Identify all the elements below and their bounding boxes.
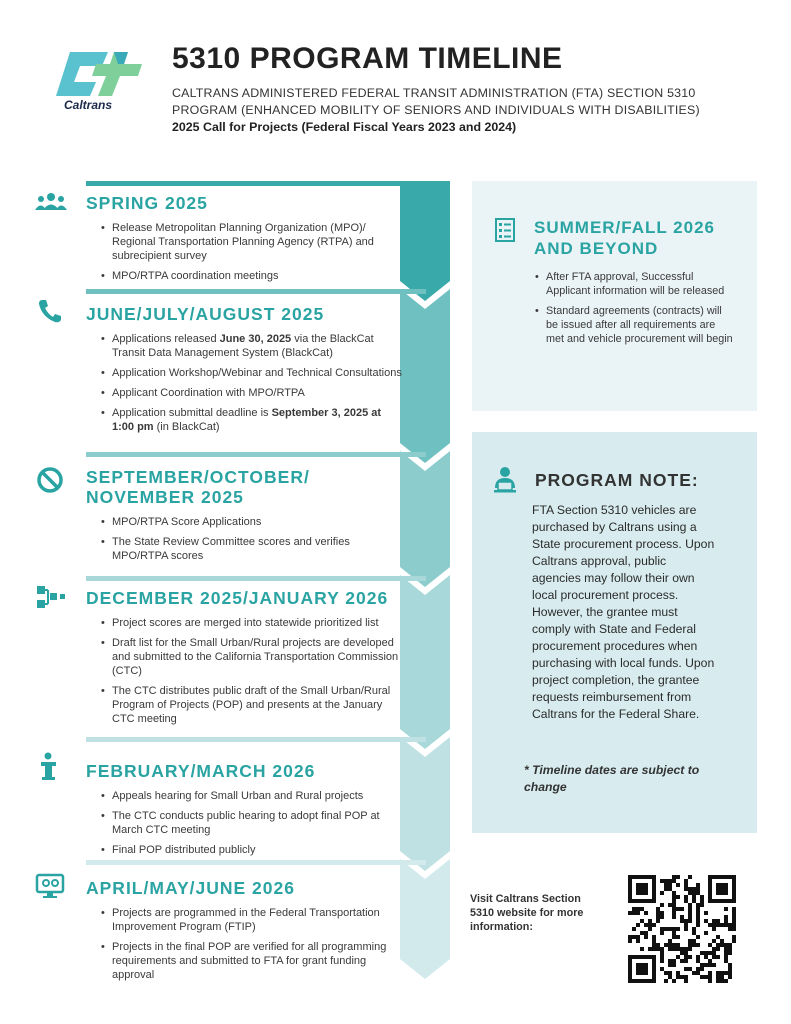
timeline-disclaimer: * Timeline dates are subject to change <box>524 763 700 794</box>
section-spring-2025 <box>78 193 406 289</box>
section-title: DECEMBER 2025/JANUARY 2026 <box>86 588 389 608</box>
section-title: APRIL/MAY/JUNE 2026 <box>86 878 295 898</box>
list-item: • After FTA approval, Successful Applicant information will be released <box>536 270 736 298</box>
no-entry-icon <box>34 466 68 494</box>
item-text: via the BlackCat Transit Data Management System (BlackCat) <box>112 333 374 359</box>
logo-wordmark: Caltrans <box>64 98 113 112</box>
program-note-text: FTA Section 5310 vehicles are purchased by Caltrans using a State procurement process. Upon Caltrans approval, public agencies may follow their own local procurement process. However, the grantee must comply with State and Federal procurement procedures when purchasing with local funds. Upon project completion, the grantee requests reimbursement from Caltrans for the Federal Share. <box>532 503 715 721</box>
section-june-july-august-2025 <box>78 304 406 440</box>
section-dec-2025-jan-2026 <box>78 588 406 732</box>
section-title: JUNE/JULY/AUGUST 2025 <box>86 304 325 324</box>
item-bold: September 3, 2025 at 1:00 pm <box>112 407 382 433</box>
section-title: SEPTEMBER/OCTOBER/ NOVEMBER 2025 <box>86 467 310 507</box>
list-item: • Projects in the final POP are verified for all programming requirements and submitted to FTA for grant funding approval <box>102 940 406 982</box>
section-sep-oct-nov-2025 <box>78 467 406 569</box>
subtitle-line-2: PROGRAM (ENHANCED MOBILITY OF SENIORS AND INDIVIDUALS WITH DISABILITIES) <box>172 103 700 117</box>
item-list <box>102 332 406 434</box>
list-item: • Final POP distributed publicly <box>102 843 406 857</box>
list-item: • Standard agreements (contracts) will be issued after all requirements are met and vehicle procurement will begin <box>536 304 736 346</box>
list-item: • Applicant Coordination with MPO/RTPA <box>102 386 406 400</box>
item-list <box>102 515 406 563</box>
list-item <box>102 332 406 360</box>
section-bar-5 <box>86 737 426 742</box>
call-for-projects: 2025 Call for Projects (Federal Fiscal Years 2023 and 2024) <box>172 120 517 134</box>
item-text: Applications released <box>112 333 220 345</box>
item-list <box>102 221 406 283</box>
list-item: • MPO/RTPA coordination meetings <box>102 269 406 283</box>
item-list <box>102 616 406 726</box>
page-subtitle <box>172 85 762 119</box>
section-bar-3 <box>86 452 426 457</box>
list-item: • Appeals hearing for Small Urban and Rural projects <box>102 789 406 803</box>
subtitle-line-1: CALTRANS ADMINISTERED FEDERAL TRANSIT ADMINISTRATION (FTA) SECTION 5310 <box>172 86 696 100</box>
list-item: • Project scores are merged into statewide prioritized list <box>102 616 406 630</box>
person-laptop-icon <box>492 466 518 494</box>
item-text: (in BlackCat) <box>153 421 220 433</box>
list-item: • Application Workshop/Webinar and Technical Consultations <box>102 366 406 380</box>
podium-speaker-icon <box>34 752 68 780</box>
list-item: • MPO/RTPA Score Applications <box>102 515 406 529</box>
item-list <box>102 789 406 857</box>
monitor-settings-icon <box>34 872 68 900</box>
section-title: SPRING 2025 <box>86 193 208 213</box>
section-bar-2 <box>86 289 426 294</box>
list-item: • The State Review Committee scores and verifies MPO/RTPA scores <box>102 535 406 563</box>
summer-fall-title: SUMMER/FALL 2026 AND BEYOND <box>534 218 716 258</box>
item-bold: June 30, 2025 <box>219 333 292 345</box>
phone-icon <box>34 297 68 325</box>
visit-website-text: Visit Caltrans Section 5310 website for more information: <box>470 893 584 933</box>
hierarchy-icon <box>34 583 68 611</box>
section-feb-mar-2026 <box>78 761 406 863</box>
section-title: FEBRUARY/MARCH 2026 <box>86 761 316 781</box>
page-title: 5310 PROGRAM TIMELINE <box>172 42 563 75</box>
list-item: • The CTC distributes public draft of the Small Urban/Rural Program of Projects (POP) and presents at the January CTC meeting <box>102 684 406 726</box>
list-item: • Draft list for the Small Urban/Rural projects are developed and submitted to the California Transportation Commission (CTC) <box>102 636 406 678</box>
section-apr-may-jun-2026 <box>78 878 406 988</box>
summer-fall-list <box>536 270 736 352</box>
group-icon <box>34 188 68 216</box>
list-item: • The CTC conducts public hearing to adopt final POP at March CTC meeting <box>102 809 406 837</box>
section-bar-4 <box>86 576 426 581</box>
checklist-icon <box>494 217 516 243</box>
program-note-title: PROGRAM NOTE: <box>535 470 699 490</box>
item-list <box>102 906 406 982</box>
list-item: • Projects are programmed in the Federal Transportation Improvement Program (FTIP) <box>102 906 406 934</box>
list-item <box>102 406 406 434</box>
item-text: Application submittal deadline is <box>112 407 272 419</box>
list-item: • Release Metropolitan Planning Organization (MPO)/ Regional Transportation Planning Agency (RTPA) and subrecipient survey <box>102 221 406 263</box>
section-bar-1 <box>86 181 426 186</box>
qr-code[interactable] <box>628 875 736 983</box>
